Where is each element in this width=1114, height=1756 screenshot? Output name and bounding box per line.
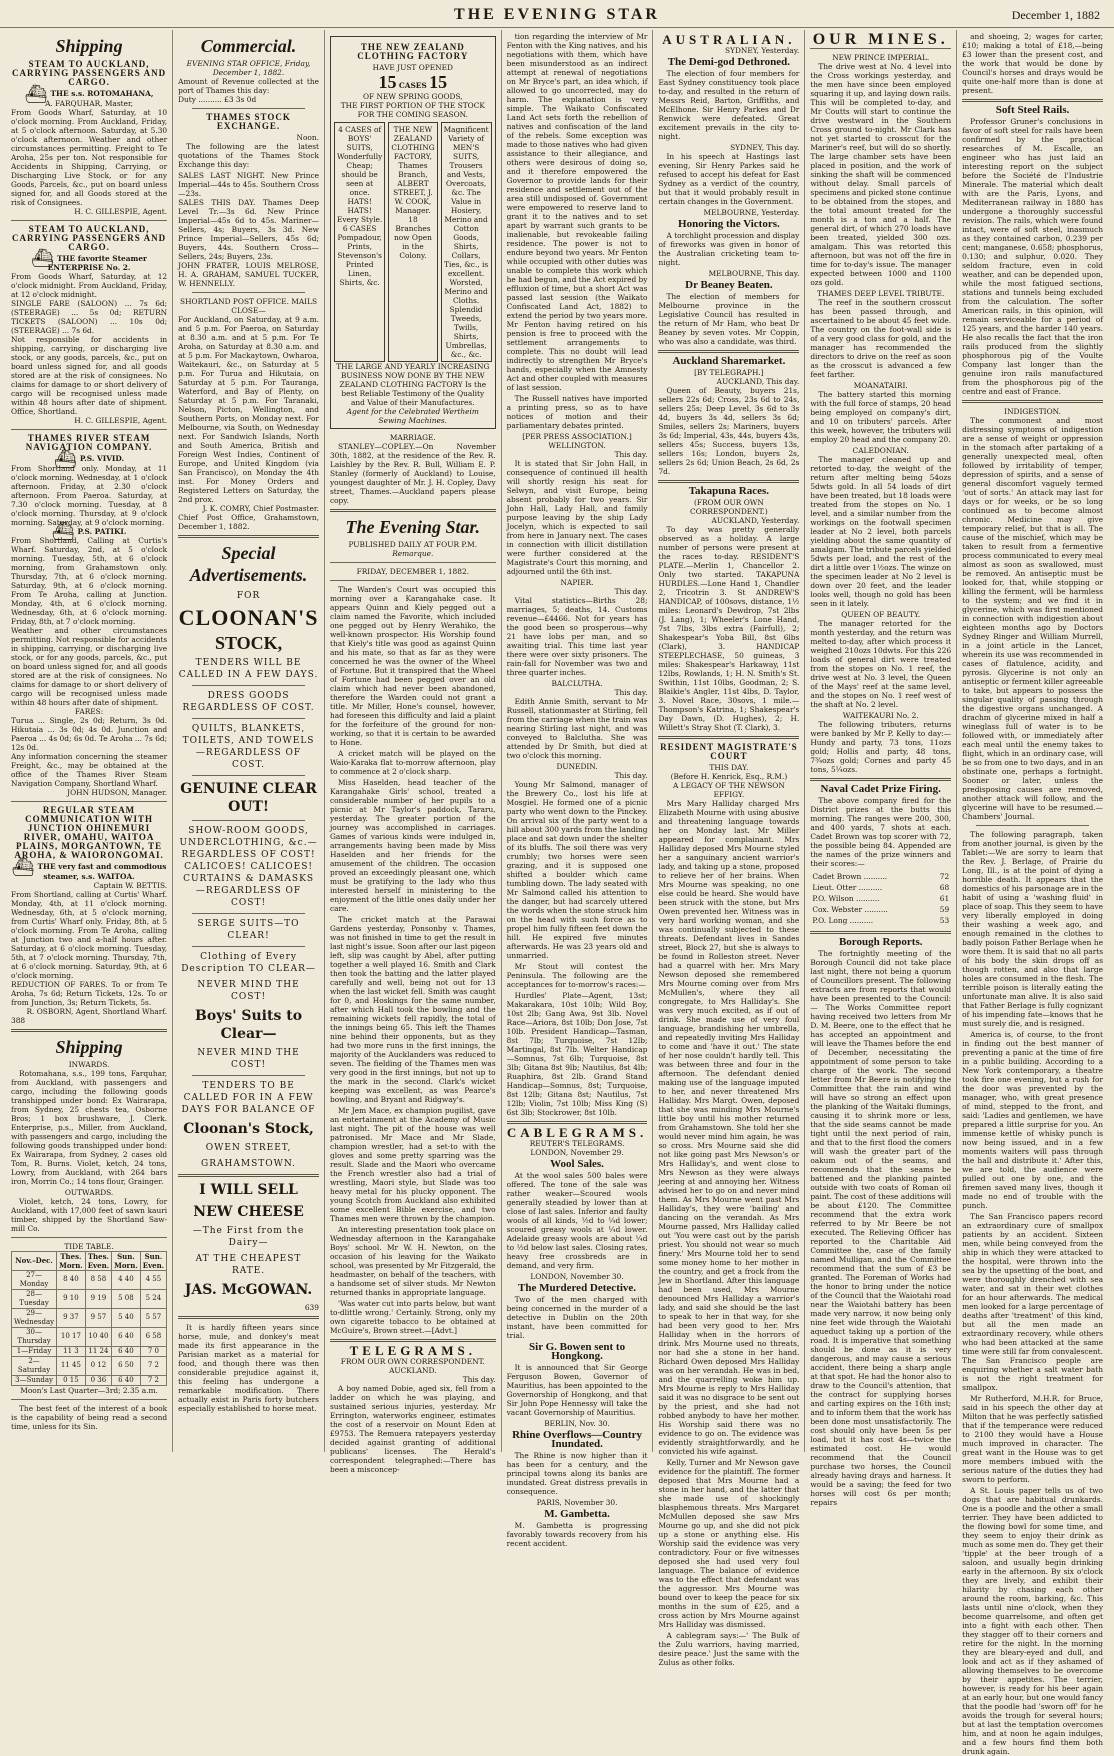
ad-headline: CLOONAN'S	[178, 605, 319, 630]
source-line: [PER PRESS ASSOCIATION.]	[522, 432, 632, 441]
section-heading: Commercial.	[200, 36, 297, 56]
news-paragraph: Mr Rutherford, M.H.R. for Bruce, said in his speech the other day at Milton that he was perfectly satisfied that if the temperance were reduced to 2100 they would have a House much improved in character. The great want in the House was to get more members imbued with the serious nature of the duties they had sworn to perform.	[962, 1394, 1103, 1484]
column-5	[653, 30, 805, 1667]
news-paragraph: Mrs Mary Halliday charged Mrs Elizabeth Mourne with using abusive and threatening language towards her on Monday last. Mr Miller appeared for complainant. Mrs Halliday deposed Mrs Mourne styled her a sanguinary ancient warrior's lady, and taking up a stone, proposed to relieve her of her brains. When Mrs Mourne was speaking, no one else could be heard. She would have been struck with the stone, but Mrs Owen prevented her. Witness was in very hard working woman, and she was continually subjected to these threats. Defendant lives in Sandes street, Block 27, but she is always to be found in Rolleston street. Never had a quarrel with her. Mrs Mary Newson deposed she remembered Mrs Mourne coming over from Mrs McMullen's, where they all congregate, to Mrs Halliday's. She was very much excited, as if out of drink. She made use of very foul language, brandishing her umbrella, and repeatedly inviting Mrs Halliday to come and 'have it out.' The state of her nose couldn't hardly tell. This was between three and four in the afternoon. The defendant denied making use of the language imputed to her, and never threatened Mrs Halliday. Mrs Margt. Owen, deposed that she was minding Mrs Mourne's little boy until his mother returned from Grahamstown. She told her she would never mind him again, he was so cross. Mrs Mourne said she did not like going past Mrs Newson's or Mrs Halliday's, and went close to Mrs Newson as they were always jeering at and annoying her. Witness advised her to go on and never mind them. As Mrs Mourne went past Mrs Halliday's, they were 'bailing' and dancing on the verandah. As Mrs Mourne passed, Mrs Halliday called out 'You were cast out by the parish priest. You should not wear so much finery.' Mrs Mourne told her to send some money home to her mother in the country, and get a frock from the Jew in Shortland. After this language had been used, Mrs Mourne denounced Mrs Halliday a warrior's lady, and said she should be the last to speak to her in that way, for she had been very good to her. Mrs Halliday when in the horrors of drink. Mrs Mourne used no threats, nor had she a stone in her hand. Richard Owen deposed Mrs Halliday was on her verandah. He was in bed, and the quarrelling woke him up. Mrs Mourne is reply to Mrs Halliday said it was no disgrace to be sent out by the priest, and she had not robbed anybody to have her mother. His Worship said there was no evidence to go on. The evidence was evidently straightforwardly, and he convicted his wife against.	[658, 799, 800, 1456]
prize-row	[812, 872, 949, 881]
article-heading: M. Gambetta.	[544, 1508, 610, 1520]
fares-text: REDUCTION OF FARES. To or from Te Aroha, 7s 6d; Return Tickets, 12s. To or from Junction, 3s; Return Tickets, 5s.	[11, 979, 168, 1007]
news-paragraph: The following paragraph, taken from another journal, is given by the Tablet:—We are sorry to learn that the Rev. J. Berlage, of Prairie du Long, Ill., is at the point of dying a horrible death. It appears that the domestics of his parsonage are in the habit of using a 'washing fluid' in place of soap. This they seem to have very liberally employed in doing their washing a week ago, and enough remained in the clothes to badly poison Father Berlage when he wore them. It is said that no all parts of his body the skin drops off as though rotten, and also that large holes are consumed in the flesh. The terrible poison is literally eating the unfortunate man alive. It is also said that Father Berlage is fully cognizant of his impending fate—knows that he must surely die, and is resigned.	[962, 830, 1103, 1028]
prize-name: Cadet Brown ..........	[812, 872, 888, 881]
steamship-icon: ⛴	[24, 83, 48, 105]
article-heading: WAITEKAURI No. 2.	[842, 711, 919, 720]
ship-name: ⛴ P.S. VIVID.	[54, 448, 125, 470]
marriage-heading: MARRIAGE.	[389, 433, 436, 442]
subheading: INWARDS.	[68, 1059, 110, 1069]
news-paragraph: Vital statistics—Births 28; marriages, 5; deaths, 14. Customs revenue—£4466. Not for years has the good been so prosperous—why 21 have lobs per man, and so awaiting trial. This time last year there were over sixty prisoners. The rain-fall for November was two and three quarter inches.	[506, 596, 648, 677]
prize-score: 53	[939, 916, 950, 925]
ad-text: THE LARGE AND YEARLY INCREASING BUSINESS NOW DONE BY THE NEW ZEALAND CLOTHING FACTORY Is the best Reliable Testimony of the Quality and Value of their Manufactures.	[336, 362, 490, 407]
news-paragraph: To day was pretty generally observed as a holiday. A large number of persons were present at the races to-day. RESIDENT'S PLATE.—Merlin 1, Chancellor 2. Only two started. TAKAPUNA HURDLES.—Lone Hand 1, Chandler 2, Tricotrin 3. St ANDREW'S HANDICAP, of 100sovs, distance, 1½ miles: Leonard's Dewdrop, 7st 2lbs (J. Lang), 1; Wheeler's Lone Hand, 7st 7lbs, 3lbs extra (Fairfull), 2; Shakespear's Yoba Bill, 8st 6lbs (Clark), 3. HANDICAP STEEPLECHASE, 50 guineas, 3 miles: Shakespear's Harkaway, 11st 12lbs, Rowlands, 1; H. N. Smith's St. Swithin, 11st 10lbs, Goodman, 2; S. Blaikie's Angler, 11st 4lbs, D. Taylor, 3. Novel Race, 30sovs, 1 mile.—Thompson's Katrina, 1; Shakespear's Day Dawn, (D. Hughes), 2; H. Willett's Stray Shot (T. Clark), 3.	[658, 525, 800, 732]
section-heading: CABLEGRAMS.	[506, 1125, 648, 1140]
ad-text: SERGE SUITS—TO CLEAR!	[197, 919, 300, 941]
steamer-ad	[11, 434, 167, 797]
steamer-ad	[11, 60, 167, 216]
dateline-time: This day.	[614, 587, 648, 596]
steamer-ad	[11, 806, 167, 1025]
ad-text: GRAHAMSTOWN.	[201, 1159, 297, 1169]
ad-text: NEVER MIND THE COST!	[197, 980, 300, 1002]
race-acceptances: Hurdles' Plate—Agent, 13st; Makarakara, 10st 10lb; Wild Boy, 10st 2lb; Gang Awa, 9st 3lb. Novel Race—Ariora, 8st 10lb; Don Jose, 7st 10lb. President Handicap—Tasman, 8st 7lb; Turquoise, 7st 12lb; Martingal, 8st 7lb. Welter Handicap—Somnus, 7st 6lb; Turquoise, 8st 3lb; Gitana 8st 9lb; Nautilus, 8st 4lb; Ruaphira, 8st 2lb. Grand Stand Handicap—Somnus, 8st; Turquoise, 8st 12lb; Gitana 8st; Nautilus, 7st 12lb; Violin, 7st 10lb; Miss King (S) 6st 3lb; Stockrower, 8st 10lb.	[506, 991, 648, 1117]
ship-name: ⛴ THE favorite Steamer ENTERPRISE No. 2.	[31, 248, 147, 272]
ad-title: THAMES RIVER STEAM NAVIGATION COMPANY.	[25, 433, 153, 452]
article-heading: Auckland Sharemarket.	[672, 355, 786, 367]
exchange-time: Noon.	[296, 133, 319, 142]
ad-panel-right: Magnificent Variety of MEN'S SUITS, Trousers and Vests, Overcoats, &c. The Value in Hosiery, Merino and Cotton Goods, Shirts, Collars, Ties, &c., is excellent. Worsted, Merino and Cloths. Splendid Tweeds, Twills, Shirts, Umbrellas, &c., &c.	[441, 122, 492, 362]
news-paragraph: A St. Louis paper tells us of two dogs that are habitual drunkards. One is a poodle and the other a small terrier. They have been addicted to the flowing bowl for some time, and they seem to enjoy their drink as much as some men do. They get their 'tipple' at the beer trough of a saloon, and usually begin drinking early in the afternoon. By six o'clock they are lively, and exhibit their hilarity by chasing each other around the room, barking, &c. This lasts until nine o'clock, when they become quarrelsome, and often get into a fight with each other. Then they stagger off to their corners and retire for the night. In the morning they are bleary-eyed and dull, and look and act as if they ashamed of allowing themselves to be overcome by their appetites. The terrier, however, is ready for his beer again at an early hour, but one would fancy that the poodle had 'sworn off' for he avoids the trough for several hours; but at last the temptation overcomes him, and at noon he again indulges, and a few hours find them both drunk again.	[962, 1486, 1103, 1756]
dateline-place: NAPIER.	[560, 578, 594, 587]
tide-cell: 4 55	[140, 1270, 166, 1289]
article-heading: Soft Steel Rails.	[995, 104, 1070, 116]
newspaper-title: THE EVENING STAR	[454, 6, 660, 23]
newspaper-nameplate: The Evening Star.	[345, 517, 481, 537]
tide-cell: 7 2	[140, 1356, 166, 1375]
advertiser-name: JAS. McGOWAN.	[184, 1282, 313, 1298]
news-paragraph: Queen of Beauty, buyers 21s, sellers 22s 6d; Cross, 23s 6d to 24s, sellers 25s; Deep Level, 3s 6d to 3s 4d, buyers 3s 4d, sellers 3s 6d; Smiles, sellers 2s; Mariners, buyers 3s 6d; Imperial, 43s, 44s, buyers 43s, sellers 45s; Success, buyers 13s, sellers 16s; London, buyers 2s, sellers 2s 6d; Union Beach, 2s 6d, 2s 7d.	[658, 386, 800, 476]
ad-ref: 639	[304, 1303, 319, 1312]
marriage-notice: STANLEY—COPLEY.—On November 30th, 1882, at the residence of the Rev. R. Laishley by the Rev. R. Bull, William E. P. Stanley (formerly of Auckland) to Louise, youngest daughter of Mr. J. H. Copley, Davy street, Thames.—Auckland papers please copy.	[329, 442, 496, 505]
ad-text: THE FIRST PORTION OF THE STOCK FOR THE COMING SEASON.	[340, 101, 485, 119]
ad-text: OF NEW SPRING GOODS,	[362, 92, 463, 101]
article-heading: INDIGESTION.	[1004, 407, 1061, 416]
article-heading: QUEEN OF BEAUTY.	[841, 610, 921, 619]
tide-row	[12, 1308, 167, 1327]
moon-phase: Moon's Last Quarter—3rd; 2.35 a.m.	[20, 1385, 158, 1395]
column-4	[502, 30, 654, 1548]
dateline-place: AUCKLAND, This day.	[716, 377, 800, 386]
tide-cell: 9 37	[57, 1308, 86, 1327]
shipping-inwards: Rotomahana, s.s., 199 tons, Farquhar, from Auckland, with passengers and cargo, including the following goods transhipped under bond: Ex Wairarapa, from Sydney, 25 chests tea, Osborne Bros; 1 box brushware, J. Clerk. Enterprise, p.s., Miller, from Auckland, with passengers and cargo, including the following goods transhipped under bond: Ex Wairarapa, from Sydney, 2 cases old Tom, R. Burns. Violet, ketch, 24 tons, Lowry, from Auckland, with 264 bars iron, Morrin Co.; 14 tons flour, Grainger.	[11, 1068, 168, 1186]
news-paragraph: It is announced that Sir George Ferguson Bowen, Governor of Mauritius, has been appointed to the Governorship of Hongkong, and that Sir John Pope Hennessy will take the vacant Governorship of Mauritius.	[506, 1363, 648, 1417]
ad-text: From Goods Wharf, Saturday, at 12 o'clock midnight. From Auckland, Friday, at 12 o'clock midnight.	[11, 272, 168, 299]
case-title: A LEGACY OF THE NEWSON EFFIGY.	[672, 781, 785, 799]
masthead	[0, 0, 1114, 28]
news-paragraph: Kelly, Turner and Mr Newson gave evidence for the plaintiff. The former deposed that Mrs Mourne had a stone in her hand, and the latter that she made use of shockingly blasphemous threats. Mrs Margaret McMullen deposed she saw Mrs Mourne go up, and she did not pick up a stone or anything else. His Worship said the evidence was very contradictory. Four or five witnesses deposed she had used very foul language. The balance of evidence was to the effect that defendant was the aggressor. Mrs Mourne was bound over to keep the peace for six months in the sum of £25, and a cross action by Mrs Mourne against Mrs Halliday was dismissed.	[658, 1458, 800, 1629]
tide-cell: 11 24	[85, 1346, 111, 1356]
ad-text: DRESS GOODS REGARDLESS OF COST.	[182, 691, 315, 713]
motto: Remarque.	[392, 549, 434, 558]
ad-title: STEAM TO AUCKLAND, CARRYING PASSENGERS AND CARGO.	[12, 223, 167, 252]
tide-cell: 6 50	[112, 1356, 141, 1375]
agent-signature: H. C. GILLESPIE, Agent.	[74, 206, 168, 216]
tide-row	[12, 1375, 167, 1385]
dateline-time: THIS DAY.	[709, 763, 749, 772]
dateline-place: MELBOURNE, This day.	[708, 269, 800, 278]
post-heading: SHORTLAND POST OFFICE. MAILS CLOSE—	[180, 297, 318, 315]
ship-name: ⛴ THE very fast and commodious steamer, s.s. WAITOA.	[11, 856, 167, 881]
court-presiding: (Before H. Kenrick, Esq., R.M.)	[670, 772, 788, 781]
tide-cell: 6 40	[112, 1327, 141, 1346]
steamship-icon: ⛴	[54, 448, 77, 470]
tide-table	[11, 1251, 167, 1386]
column-1	[6, 30, 173, 1452]
ad-text: From Goods Wharf, Saturday, at 10 o'clock morning. From Auckland, Friday, at 5 o'clock afternoon. Saturday, at 5.30 o'clock afternoon. Weather and other circumstances permitting. Freight to Te Aroha, 25s per ton. Not responsible for Accidents in Shipping, Carrying, or Discharging Live Stock, or for any Goods, Parcels, &c., put on board unless signed for, and all Goods stored at the risk of Consignees.	[11, 107, 168, 207]
column-3	[325, 30, 502, 1474]
tide-cell: 8 40	[57, 1270, 86, 1289]
ad-title: REGULAR STEAM COMMUNICATION WITH JUNCTION OHINEMURI RIVER, OMAHU, WAITOA PLAINS, MORGANTOWN, TE AROHA, & WAIORONGOMAI.	[14, 805, 164, 860]
ad-text: Agent for the Celebrated Wertheim Sewing Machines.	[346, 407, 479, 425]
article-heading: Naval Cadet Prize Firing.	[820, 783, 941, 795]
section-heading: Shipping	[55, 36, 123, 56]
dateline-place: LONDON, November 30.	[530, 1272, 624, 1281]
source-line: [BY TELEGRAPH.]	[694, 368, 764, 377]
news-paragraph: Edith Annie Smith, servant to Mr Russell, stationmaster at Stirling, fell from the carriage when the train was nearing Stirling last night, and was conveyed to Balclutha. She was attended by Dr Smith, but died at two o'clock this morning.	[506, 697, 648, 760]
prize-row	[812, 905, 949, 914]
dateline-place: MELBOURNE, Yesterday.	[703, 208, 800, 217]
ad-text: —The First from the Dairy—	[192, 1226, 305, 1248]
tide-row	[12, 1356, 167, 1375]
news-paragraph: The Russell natives have imported a printing press, so as to have notices of motion and their parliamentary debates printed.	[506, 394, 648, 430]
article-heading: Takapuna Races.	[688, 485, 770, 497]
news-paragraph: The Warden's Court was occupied this morning over a Karangahake case. It appears Quinn and Kiely pegged out a claim named the Favorite, which included one pegged out by Henry Werahiko, the well-known prospector. His Worship found that Kiely's title was good as against Quinn and his mate, so that as far as they were concerned he was the owner of the Wheel of Fortune. But it transpired that the Wheel of Fortune had been pegged over an old claim which had never been abandoned, therefore the Warden could not grant a title. Mr Miller, Hone's counsel, however, had foreseen this difficulty and laid a plaint for the forfeiture of the ground for non-working, so that it is certain to be awarded to Hone.	[329, 585, 496, 747]
tide-column-header: Sun. Morn.	[112, 1251, 141, 1270]
post-date: Chief Post Office, Grahamstown, December 1, 1882.	[178, 513, 319, 531]
prize-score: 59	[939, 905, 950, 914]
news-paragraph: Professor Gruner's conclusions in favor of soft steel for rails have been confirmed by the practical researches of M. Escalle, an engineer who has just laid an interesting report on the subject before the Société de l'Industrie Minerale. The material which dealt with are the Paris, Lyons, and Mediterranean railway in 1880 has undergone a thoroughly successful revision. The rails, which were found intact, were of soft steel, inasmuch as they contained carbon, 0.239 per cent; manganese, 0.658; phosphorus, 0.130; and sulphur, 0.020. They seldom fracture, even in cold weather, and can be depended upon, while the most fatigued sections, stations and tunnels being excluded from the calculation. The softer American rails, in this opinion, will remain serviceable for a period of 125 years, and the harder 140 years. He also recalls the fact that the iron rails produced from the slightly phosphorous pig of the Voulte Company last longer than the genuine iron rails manufactured from the phosphorous pig of the centre and east of France.	[962, 117, 1103, 396]
news-paragraph: An interesting presentation took place on Wednesday afternoon in the Karangahake Boys' school. Mr W. H. Newton, on the occasion of his leaving for the Waikato school, was presented by Mr Fitzgerald, the headmaster, on behalf of the teachers, with a handsome set of silver studs. Mr Newton returned thanks in appropriate language.	[329, 1225, 496, 1297]
ship-name: ⛴ THE s.s. ROTOMAHANA,	[24, 83, 154, 105]
tide-cell: 2—Saturday	[12, 1356, 57, 1375]
section-heading: Shipping	[55, 1036, 123, 1057]
fares-note: Any information concerning the steamer Freight, &c., may be obtained at the office of the Thames River Steam Navigation Company, Shortland Wharf.	[11, 752, 168, 788]
news-paragraph: A torchlight procession and display of fireworks was given in honor of the Australian cricketing team to-night.	[658, 231, 800, 267]
ad-text: From Shortland, Calling at Curtis's Wharf. Saturday, 2nd, at 5 o'clock morning. Tuesday, 5th, at 6 o'clock morning, from Grahamstown only. Thursday, 7th, at 6 o'clock morning. Saturday, 9th, at 6 o'clock morning. From Te Aroha, calling at Junction. Monday, 4th, at 6 o'clock morning. Wednesday, 6th, at 6 o'clock morning. Friday, 8th, at 7 o'clock morning.	[11, 536, 168, 626]
fares-text: Turua ... Single, 2s 0d; Return, 3s 0d. Hikutaia ... 3s 0d; 4s 0d. Junction and Paeroa ... 4s 0d; 6s 0d. Te Aroha ... 7s 6d; 12s 0d.	[11, 716, 168, 752]
tide-cell: 6 40	[112, 1375, 141, 1385]
tide-cell: 0 36	[85, 1375, 111, 1385]
prize-name: Cox. Webster ..........	[812, 905, 888, 914]
tide-cell: 29—Wednesday	[12, 1308, 57, 1327]
tide-row	[12, 1346, 167, 1356]
exchange-sales: SALES THIS DAY. Thames Deep Level Tr.—3s 6d. New Prince Imperial—45s 6d to 45s. Mariner—Sellers, 4s; Buyers, 3s 3d. New Prince Imperial—Sellers, 45s 6d; Buyers, 44s. Southern Cross—Sellers, 24s; Buyers, 23s.	[178, 198, 319, 261]
tide-cell: 0 12	[85, 1356, 111, 1375]
ad-headline: NEW CHEESE	[193, 1204, 304, 1220]
editorial-date: FRIDAY, DECEMBER 1, 1882.	[356, 567, 470, 576]
ad-text: OWEN STREET,	[205, 1143, 292, 1153]
fares-text: SINGLE FARE (SALOON) ... 7s 6d; (STEERAGE) ... 5s 0d; RETURN TICKETS (SALOON) ... 10s 0d; (STEERAGE) ... 7s 6d.	[11, 299, 168, 335]
post-text: For Auckland, on Saturday, at 9 a.m. and 5 p.m. For Paeroa, on Saturday at 8.30 a.m. and at 5 p.m. For Te Aroha, on Saturday at 8.30 a.m. and at 5 p.m. For Mackaytown, Owharoa, Waitekauri, &c., on Saturday at 5 p.m. For Turua and Hikutaia, on Saturday at 5 p.m. For Tauranga, Waterford, and Bay of Plenty, on Saturday at 5 p.m. For Taranaki, Nelson, Picton, Wellington, and Southern Ports, on Monday next. For Melbourne, via South, on Wednesday next. For Sandwich Islands, North and South America, British and Foreign West Indies, Continent of Europe, and United Kingdom (via San Francisco), on Monday the 4th inst. For Money Orders and Registered Letters on Saturday, the 2nd prox.	[178, 315, 319, 504]
article-heading: Wool Sales.	[550, 1158, 604, 1170]
article-heading: THAMES DEEP LEVEL TRIBUTE.	[817, 289, 945, 298]
ad-headline: Cloonan's Stock,	[183, 1121, 314, 1137]
news-paragraph: At the wool sales 500 bales were offered. The tone of the sale was rather weaker—Scoured wools generally steadied by lower than at close of last sales. Inferior and faulty wools of all kinds, ½d to ¼d lower; scoured greasy wools at ¼d lower. Adelaide greasy wools are about ¼d to ½d below last sales. Closing rates, heavy free crossbreds are in demand, and very firm.	[506, 1171, 648, 1270]
article-heading: Dr Beaney Beaten.	[685, 279, 773, 291]
ad-text: SHOW-ROOM GOODS, UNDERCLOTHING, &c.—REGARDLESS OF COST! CALICOES! CALICOES! CURTAINS & DAMASKS—REGARDLESS OF COST!	[179, 826, 318, 908]
tide-column-header: Nov.–Dec.	[12, 1251, 57, 1270]
ad-text: From Shortland, calling at Curtis' Wharf. Monday, 4th, at 11 o'clock morning. Wednesday, 6th, at 5 o'clock morning, from Curtis' Wharf only. Friday, 8th, at 5 o'clock morning. From Te Aroha, calling at Junction two and a-half hours after. Saturday, at 6 o'clock morning. Tuesday, 5th, at 7 o'clock morning. Thursday, 7th, at 6 o'clock morning. Saturday, 9th, at 6 o'clock morning.	[11, 889, 168, 980]
article-heading: Rhine Overflows—Country Inundated.	[512, 1429, 642, 1450]
prize-row	[812, 883, 949, 892]
steamship-icon: ⛴	[31, 248, 55, 269]
news-paragraph: tion regarding the interview of Mr Fenton with the King natives, and his negotiations with them, which have been misunderstood as an indirect attempt at renewal of negotiations on Mr Bryce's part, an idea which, if allowed to go uncorrected, may do harm. The explanation is very simple. The Waikato Confiscated Land Act sets forth the rebellion of natives and confiscation of the land of the rebels. Some exception was made to those natives who had given assistance to their allegiance, and others were desirous of doing so, and it therefore empowered the Governor to provide lands for their residence and settlement out of the area still undisposed of. Government were empowered to reserve land to grant it to the natives and to set apart by warrant such grants to be inalienable, but revokeable failing residence. The power is not to endure beyond two years. Mr Fenton while occupied with other duties was unable to complete this work which he had begun, and the Act expired by effluxion of time, but a short Act was passed last session (the Waikato Confiscated Land Act, 1882) to extend the period by two years more. Mr Fenton having retired on his pension is free to proceed with the settlement arrangements to complete. This no doubt will lead indirectly to strengthen Mr Bryce's hands, especially when the Amnesty Act and other coupled with measures of last session.	[506, 32, 648, 392]
dateline-place: BERLIN, Nov. 30.	[544, 1419, 610, 1428]
column-6	[805, 30, 957, 1507]
cases-line: 15 CASES 15	[378, 72, 448, 92]
steamship-icon: ⛴	[11, 856, 35, 878]
ad-notes: Weather and other circumstances permitting. Not responsible for accidents in shipping, carrying, or discharging live stock, or for any goods, parcels, &c., put on board unless signed for, and all goods stored are at the risk of consignees. No claims for damage to or short delivery of cargo will be recognised unless made within 48 hours after date of shipment.	[11, 626, 168, 707]
issue-date: December 1, 1882	[1011, 8, 1100, 22]
exchange-heading: THAMES STOCK EXCHANGE.	[206, 112, 291, 131]
dateline-place: SYDNEY, This day.	[730, 143, 800, 152]
prize-results-table	[810, 870, 951, 927]
tide-cell: 9 19	[85, 1289, 111, 1308]
tide-cell: 6 58	[140, 1327, 166, 1346]
news-paragraph: The fortnightly meeting of the Borough Council did not take place last night, there not being a quorum of Councillors present. The following extracts are from reports that would have been presented to the Council:— The Works Committee report having received two letters from Mr D. M. Beere, one to the effect that he has accepted an appointment and will leave the Thames before the end of December, necessitating the appointment of some person to take charge of the work. The second letter from Mr Beere is notifying the Committee that the rain and wind will have so strong an effect upon the planking of the Waitaki flumings, causing it to shrink more or less, that the side seams cannot be made tight until the next period of rain, and that to the first flood the comers will wash the greater part of the oakum out of the seams, and recommends that the seams be battened and the planking painted outside with two coats of Roman oil paint. The cost of these additions will be about £120. The Committee recommend that the extra work referred to by Mr Beere be not executed. The Relieving Officer has reported to the Charitable Aid Committee the, case of the family named Mulligan, and the Committee recommend that the sum of £3 be granted. The Foreman of Works had the honor to bring under the notice of the Council that the Waiotahi road near the Waiotahi battery has been made very narrow, it now being only nine feet wide through the Waiotahi aqueduct taking up a portion of the road. It is imperative that something should be done as it is very dangerous, and may cause a serious accident, there being a sharp angle at that spot. He had the honor also to draw to the Council's attention, that the contract for supplying horses and carting expires on the 16th inst; and to inform them that the work has been done most unsatisfactorily. The cost should only have been 5s per load, but it has cost 4s—twice the estimated cost. He would recommend that the Council purchase two horses, the Council already having drays and harness. It would be a saving; the feed for two horses will cost 6s per month; repairs	[810, 949, 952, 1507]
dateline-place: AUCKLAND.	[389, 1366, 437, 1375]
article-heading: Sir G. Bowen sent to Hongkong.	[529, 1341, 626, 1362]
tide-cell: 10 40	[85, 1327, 111, 1346]
steamship-icon: ⛴	[51, 521, 75, 542]
news-paragraph: The election of four members for East Sydney constituency took place to-day, and resulted in the return of Messrs Reid, Barton, Griffiths, and McElhone. Sir Henry Parkes and Dr Renwick were defeated. Great excitement prevails in the city to-night.	[658, 69, 800, 141]
news-paragraph: 'Was water cut into parts below, but want to-dlittle wrong.' Certainly. Strong, only my own cigarette tobacco to be obtained at McGuire's, Brown street.—[Advt.]	[329, 1299, 496, 1335]
shipping-outwards: Violet, ketch, 24 tons, Lowry, for Auckland, with 17,000 feet of sawn kauri timber, shipped by the Shortland Saw-mill Co.	[11, 1196, 168, 1233]
prize-score: 61	[939, 894, 950, 903]
news-paragraph: The above company fired for the District prizes at the butts this morning. The ranges were 200, 300, and 400 yards, 7 shots at each. Cadet Brown was top scorer with 72, the possible being 84. Appended are the names of the prize winners and their scores:—	[810, 796, 952, 868]
prize-row	[812, 916, 949, 925]
source-line: (FROM OUR OWN CORRESPONDENT.)	[690, 498, 768, 516]
tide-cell: 5 57	[140, 1308, 166, 1327]
prize-name: P.O. Wilson ..........	[812, 894, 880, 903]
tide-column-header: Sun. Even.	[140, 1251, 166, 1270]
revenue-intro: Amount of Revenue collected at the port of Thames this day:	[178, 77, 319, 95]
agent-signature: H. C. GILLESPIE, Agent.	[74, 416, 168, 425]
post-signature: J. K. COMRY, Chief Postmaster.	[202, 504, 319, 513]
ad-text: TENDERS WILL BE CALLED IN A FEW DAYS.	[178, 658, 319, 680]
steamer-ad	[11, 225, 167, 426]
duty-row: Duty .......... £3 3s 0d	[178, 95, 257, 104]
tide-row	[12, 1289, 167, 1308]
dateline-place: PARIS, November 30.	[536, 1498, 618, 1507]
tide-cell: 8 58	[85, 1270, 111, 1289]
news-paragraph: It is hardly fifteen years since horse, mule, and donkey's meat made its first appearance in the Parisian market as a material for food, and though there was then considerable prejudice against it, this feeling has undergone a remarkable modification. There actually exist in Paris forty butchers especially established to horse meat.	[178, 1323, 319, 1413]
article-heading: MOANATAIRI.	[853, 381, 908, 390]
section-heading: TELEGRAMS.	[349, 1343, 476, 1358]
news-paragraph: The manager retorted for the month yesterday, and the return was melted to-day, after which process it weighed 210ozs 10dwts. For this 226 loads of general dirt were treated from the stopes on No. 1 reef, the drive west at No. 3 level, the Queen of the Mays' reef at the same level, and the stopes on No. 1 reef west of the shaft at No. 2 level.	[810, 619, 952, 709]
agent-signature: JOHN HUDSON, Manager.	[67, 788, 168, 797]
ad-title: STEAM TO AUCKLAND, CARRYING PASSENGERS AND CARGO.	[12, 59, 167, 87]
page-columns	[6, 30, 1108, 1756]
ad-notes: Not responsible for accidents in shipping, carrying, or discharging live stock, or any goods, parcels, &c., put on board unless signed for, and all goods stored are at the risk of consignees. No claims for damage to or short delivery of cargo will be recognised unless made within 48 hours after date of shipment. Office, Shortland.	[11, 335, 168, 416]
news-paragraph: Young Mr Salmond, manager of the Brewery Co., lost his life at Mosgiel. He formed one of a picnic party who went down to the Pinckey. On arrival six of the party went to a hill about 300 yards from the landing place and sat down under the shelter of its bluffs. The soil there was very crumbly; two horses were seen grazing, and it is supposed one shifted a boulder which came tumbling down. The lady seated with Mr Salmond called his attention to the danger, but had scarcely uttered the words when the stone struck him on the head with such force as to propel him fully fifteen feet down the hill. He expired five minutes afterwards. He was 23 years old and unmarried.	[506, 780, 648, 960]
article-heading: CALEDONIAN.	[852, 446, 909, 455]
ad-text: AT THE CHEAPEST RATE.	[195, 1254, 302, 1276]
article-heading: The Demi-god Dethroned.	[667, 56, 791, 68]
ad-text: FOR	[236, 591, 261, 601]
dateline-time: This day.	[462, 1375, 496, 1384]
dateline-time: This day.	[614, 450, 648, 459]
dateline-place: LONDON, November 29.	[530, 1148, 624, 1157]
dateline-time: This day.	[614, 688, 648, 697]
news-paragraph: Two of the men charged with being concerned in the murder of a detective in Dublin on the 20th instant, have been committed for trial.	[506, 1295, 648, 1340]
ad-headline: I WILL SELL	[199, 1182, 298, 1198]
clothing-factory-ad	[330, 36, 496, 429]
article-heading: The Murdered Detective.	[518, 1282, 637, 1294]
ad-title: THE NEW ZEALAND CLOTHING FACTORY	[357, 42, 469, 61]
exchange-intro: The following are the latest quotations of the Thames Stock Exchange this day:	[178, 142, 319, 169]
news-paragraph: The Rhine is now higher than it has been for a century, and the principal towns along its banks are inundated. Great distress prevails in consequence.	[506, 1451, 648, 1496]
ad-text: QUILTS, BLANKETS, TOILETS, AND TOWELS—REGARDLESS OF COST.	[182, 724, 315, 770]
prize-row	[812, 894, 949, 903]
news-paragraph: Mr Stout will contest the Peninsula. The following are the acceptances for to-morrow's races:—	[506, 962, 648, 989]
tide-cell: 3—Sunday	[12, 1375, 57, 1385]
ad-text: HAVE JUST OPENED	[372, 63, 453, 72]
section-heading: OUR MINES.	[812, 31, 949, 48]
dateline-place: DUNEDIN.	[556, 762, 598, 771]
ad-panel-left: 4 CASES of BOYS' SUITS, Wonderfully Cheap; should be seen at once. HATS! HATS! Every Style. 6 CASES Pompadour, Prints, Stevenson's Printed Linen, Shirts, &c.	[334, 122, 385, 362]
dateline-place: AUCKLAND, Yesterday.	[711, 516, 800, 525]
tide-cell: 27—Monday	[12, 1270, 57, 1289]
news-paragraph: America is, of course, to the front in finding out the best manner of preventing a panic at the time of fire in a public building. According to a New York contemporary, a theatre took fire one evening, but a rush for the door was prevented by the manager, who, with great presence of mind, stepped to the front, and said: 'Ladies and gentlemen, we have prepared a little surprise for you. An immense kettle of whisky punch is now being issued, and in a few moments waiters will pass through the hall and distribute it.' After this, we are told, the audience were pulled out one by one, and the firemen saved many lives, though it made no end of trouble with the punch.	[962, 1030, 1103, 1210]
news-paragraph: M. Gambetta is progressing favorably towards recovery from his recent accident.	[506, 1521, 648, 1548]
article-heading: Honoring the Victors.	[678, 218, 780, 230]
agent-signature: R. OSBORN, Agent, Shortland Wharf.	[26, 1006, 168, 1016]
news-paragraph: The San Francisco papers record an extraordinary cure of smallpox patients by an accident. Sixteen men, while being conveyed from the ship in which they were attacked to the hospital, were thrown into the sea by the upsetting of the boat, and were thoroughly drenched with sea water, and sat in their wet clothes for an hour afterwards. The medical men looked for a large percentage of deaths after 'treatment' of this kind, but all the men made an extraordinary recovery, while others who had been attacked at the same time were still far from convalescent. The San Francisco people are enquiring whether a salt water bath is not the right treatment for smallpox.	[962, 1212, 1103, 1392]
prize-score: 68	[939, 883, 950, 892]
tide-cell: 11 3	[57, 1346, 86, 1356]
ad-panels	[334, 122, 492, 362]
section-subheading: REUTER'S TELEGRAMS.	[529, 1139, 625, 1148]
news-paragraph: The election of members for Melbourne province in the Legislative Council has resulted in the return of Mr Ham, who beat Dr Beaney by seven votes. Mr Coppin, who was also a candidate, was third.	[658, 292, 800, 346]
column-2	[173, 30, 325, 1452]
publication-note: PUBLISHED DAILY AT FOUR P.M.	[348, 540, 478, 549]
tide-cell: 30—Thursday	[12, 1327, 57, 1346]
news-paragraph: The reef in the southern crosscut has been passed through, and ascertained to be about 45 feet wide. The country on the foot-wall side is of a very good class for gold, and the manager has recommended the directors to drive on the reef as soon as the crosscut is advanced a few feet farther.	[810, 298, 952, 379]
brokers: JOHN FRATER, LOUIS MELROSE, H. A. GRAHAM, SAMUEL TUCKER, W. HENNELLY.	[178, 261, 319, 288]
tide-cell: 9 10	[57, 1289, 86, 1308]
article-heading: Borough Reports.	[838, 936, 923, 948]
section-subheading: FROM OUR OWN CORRESPONDENT.	[340, 1357, 485, 1366]
tide-column-header: Thes. Morn.	[57, 1251, 86, 1270]
news-paragraph: The drive west at No. 4 level into the Cross workings yesterday, and the men have since been employed squaring it up, and laying down rails. This will be completed to-day, and Mr Coutts will start to continue the drive westward in the Southern Cross ground to-night. Mr Clark has not yet started to crosscut for the Mariner's reef, but will do so shortly. The large chamber sets have been placed in position, and the work of sinking the shaft will be commenced without delay. Small parcels of specimens and picked stone continue to be obtained from the stopes, and the total amount treated for the month is a ton and a half. The general dirt, of which 270 loads have been treated, yielded 300 ozs. amalgam. This was retorted this afternoon, but was not off the fire in time for to-day's issue. The manager expected between 1000 and 1100 ozs gold.	[810, 62, 952, 287]
news-paragraph: The battery started this morning with the full force of stamps, 20 head being employed on company's dirt, and 10 on tributers' parcels. After this week, however, the tributers will employ 20 head and the company 20.	[810, 390, 952, 444]
ad-text: NEVER MIND THE COST!	[197, 1048, 300, 1070]
news-paragraph: and shoeing, 2; wages for carter, £10; making a total of £18,—being £3 lower than the present cost, and the work that would be done by Council's horses and drays would be quite one-half more than is done at present.	[962, 32, 1103, 95]
dateline-time: This day.	[614, 771, 648, 780]
tide-cell: 10 17	[57, 1327, 86, 1346]
tide-cell: 5 24	[140, 1289, 166, 1308]
ad-text: From Shortland only. Monday, at 11 o'clock morning. Wednesday, at 1 o'clock afternoon. Friday, at 2.30 o'clock afternoon. From Paeroa. Saturday, at 7.30 o'clock morning. Tuesday, at 8 o'clock morning. Thursday, at 9 o'clock morning. Saturday, at 9 o'clock morning.	[11, 463, 168, 527]
ad-ref: 388	[11, 1015, 26, 1025]
section-heading: AUSTRALIAN.	[662, 32, 796, 47]
ad-headline: STOCK,	[214, 633, 283, 653]
prize-score: 72	[939, 872, 950, 881]
fares-heading: FARES:	[74, 707, 104, 716]
news-paragraph: Mr Jem Mace, ex champion pugilist, gave an entertainment at the Academy of Music last night. The pit of the house was well patronised. Mr Mace and Mr Slade, champion wrestler, had a set-to with the gloves and some pretty sparring was the result. Slade and the Maori who overcame the French wrestler also had a trial of wrestling, Maori style, but Slade was too heavy metal for his plucky opponent. The young Scotch from Auckland also exhibited some excellent Bible exercise, and two Thames men were thrown by the champion.	[329, 1106, 496, 1223]
ship-name: ⛴ P.S. PATIKI.	[51, 521, 127, 542]
tide-cell: 11 45	[57, 1356, 86, 1375]
news-paragraph: A cricket match will be played on the Waio-Karaka flat to-morrow afternoon, play to commence at 2 o'clock sharp.	[329, 749, 496, 776]
master-name: A. FARQUHAR, Master,	[45, 98, 134, 108]
tide-cell: 0 15	[57, 1375, 86, 1385]
tide-cell: 6 40	[112, 1346, 141, 1356]
tide-cell: 7 0	[140, 1346, 166, 1356]
news-paragraph: In his speech at Hastings last evening, Sir Henry Parkes said he refused to accept his defeat for East Sydney as a verdict of the country, but that it would probably result in certain changes in the Government.	[658, 152, 800, 206]
tide-column-header: Thes. Even.	[85, 1251, 111, 1270]
ad-headline: Boys' Suits to Clear—	[195, 1008, 303, 1042]
news-paragraph: The following tributers, returns were banked by Mr P. Kelly to day:—Hundy and party, 73 tons, 11ozs gold; Hollis and party, 48 tons, 7¾ozs gold; Cornes and party 45 tons, 5¼ozs.	[810, 720, 952, 774]
tide-cell: 28—Tuesday	[12, 1289, 57, 1308]
ad-text: Clothing of Every Description TO CLEAR—	[181, 952, 316, 974]
prize-name: P.O. Long ..........	[812, 916, 874, 925]
tide-cell: 4 40	[112, 1270, 141, 1289]
section-heading: Special Advertisements.	[189, 543, 308, 585]
tide-cell: 1—Friday	[12, 1346, 57, 1356]
column-7	[957, 30, 1108, 1756]
office-dateline: EVENING STAR OFFICE, Friday, December 1, 1882.	[186, 59, 311, 77]
tide-cell: 7 2	[140, 1375, 166, 1385]
tide-cell: 9 57	[85, 1308, 111, 1327]
news-paragraph: A cablegram says:—' The Bulk of the Zulu warriors, having married, desire peace.' Just the same with the Zulus as other folks.	[658, 1631, 800, 1667]
ad-text: TENDERS TO BE CALLED FOR IN A FEW DAYS FOR BALANCE OF	[181, 1081, 316, 1115]
tide-table-heading: TIDE TABLE.	[64, 1241, 114, 1251]
exchange-sales: SALES LAST NIGHT. New Prince Imperial—44s to 45s. Southern Cross—23s.	[178, 171, 319, 198]
article-heading: NEW PRINCE IMPERIAL.	[832, 53, 930, 62]
tide-cell: 5 08	[112, 1289, 141, 1308]
tide-row	[12, 1327, 167, 1346]
dateline-place: BALCLUTHA.	[551, 679, 603, 688]
news-paragraph: The manager cleaned up and retorted to-day, the weight of the return after melting being 54ozs 5dwts gold. In all 54 loads of dirt have been treated, but 18 loads were treated from the stopes on No. 1 level, and a similar number from the workings on the footwall specimen leader at No 2 level, both parcels yielding about the same quantity of amalgam. The tribute parcels yielded 5dwts per load, and the rest of the dirt a little over 1½ozs. The winze on the specimen leader at No 2 level is down over 20 feet, and the leader looks well, though no gold has been seen in it lately.	[810, 455, 952, 608]
master-name: Captain W. BETTIS.	[93, 880, 168, 890]
dateline-place: SYDNEY, Yesterday.	[725, 46, 800, 55]
news-paragraph: It is stated that Sir John Hall, in consequence of continued ill health will shortly resign his seat for Selwyn, and visit Europe, being absent probably for two years. Sir John Hall, Lady Hall, and family purpose leaving by the ship Lady Jocelyn, which is expected to sail from here in January next. The cases in connection with illicit distillation were further considered at the Magistrate's Court this morning, and adjourned until the 6th inst.	[506, 459, 648, 576]
filler-paragraph: The best feet of the interest of a book is the capability of being read a second time, unless for its Sin.	[11, 1403, 168, 1431]
news-paragraph: The cricket match at the Parawai Gardens yesterday, Ponsonby v. Thames, was not finished in time to get the result in last night's issue. Soon after our last pigeon left, slip was caught by Abel, after putting together a well played 16. Smith and Clark then took the batting and the latter played carefully and well, being not out for 13 when the last wicket fell. Smith was caught for 0, and Hoskings for the same number, after which Hall took the bowling and the remaining wickets fell rapidly, the total of the innings being 65. This left the Thames nine behind their opponents, but as they had two more runs in the first innings, the majority of the Aucklanders was reduced to seven. The fielding of the Thames men was very good in the first innings, but not up to the mark in the second. Clark's wicket keeping was excellent, as was Pearce's bowling, and Bryant and Ridgway's.	[329, 915, 496, 1104]
article-heading: RESIDENT MAGISTRATE'S COURT	[660, 742, 798, 761]
news-paragraph: The commonest and most distressing symptoms of indigestion are a sense of weight or oppression in the stomach after partaking of a generally unexpected meal, often followed by irritability of temper, depression of spirits, and a sense of general discomfort vaguely termed 'out of sorts.' An attack may last for days or for weeks, or be so long continued as to become almost chronic. Medicine may give temporary relief, but that is all. The cause of the mischief, which may be taken to result from a fermentive process communicated to every meal almost as soon as swallowed, must be removed. An antiseptic must be looked for, that, while stopping or killing the ferment, will be harmless to the system; and we find it in glycerine, which was first mentioned in connection with indigestion about eighteen months ago by Doctors Sydney Ringer and William Murrell, in a joint article in the Lancet, wherein its use was recommended in cases of flatulence, acidity, and pyrosis. Glycerine is not only an antiseptic or ferment killer agreeable to take, but appears to possess the singular quality of passing through the digestive organs unchanged. A drachm of glycerine mixed in half a wineglass full of water is to be followed with, or immediately after each meal until the enemy takes to flight, which in an ordinary case, will be so from one to two days, and in an obstinate one, perhaps a fortnight. Sooner or later, unless the predisposing causes are removed, another attack will follow, and the glycerine will have to be resumed.—Chambers' Journal.	[962, 416, 1103, 821]
tide-cell: 5 40	[112, 1308, 141, 1327]
tide-row	[12, 1270, 167, 1289]
prize-name: Lieut. Otter ..........	[812, 883, 883, 892]
subheading: OUTWARDS.	[64, 1187, 114, 1197]
dateline-place: WELLINGTON.	[548, 441, 606, 450]
ad-headline: GENUINE CLEAR OUT!	[180, 781, 317, 815]
news-paragraph: A boy named Dobie, aged six, fell from a ladder on which he was playing, and sustained serious injuries, yesterday. Mr Errington, waterworks engineer, estimates the cost of a reservoir on Mount Eden at £9753. The Remuera ratepayers yesterday decided against granting of additional publicans' licenses. The Herald's correspondent telegraphed:—There has been a misconcep-	[329, 1384, 496, 1474]
ad-panel-center: THE NEW ZEALAND CLOTHING FACTORY, Thames Branch, ALBERT STREET, J. W. COOK, Manager. 18 Branches now Open in the Colony.	[388, 122, 437, 362]
news-paragraph: Miss Haselden, head teacher of the Karangahake Girls' school, treated a considerable number of her pupils to a picnic at Mr Taylor's paddock, Tararu, yesterday. The greater portion of the journey was accomplished in carriages. Games of various kinds were indulged in, arrangements having been made by Miss Haselden and her friends for the amusement of the children. The occasion proved an exceedingly pleasant one, which must be gratifying to the lady who thus interested herself in ministering to the enjoyment of the little ones daily under her care.	[329, 778, 496, 913]
